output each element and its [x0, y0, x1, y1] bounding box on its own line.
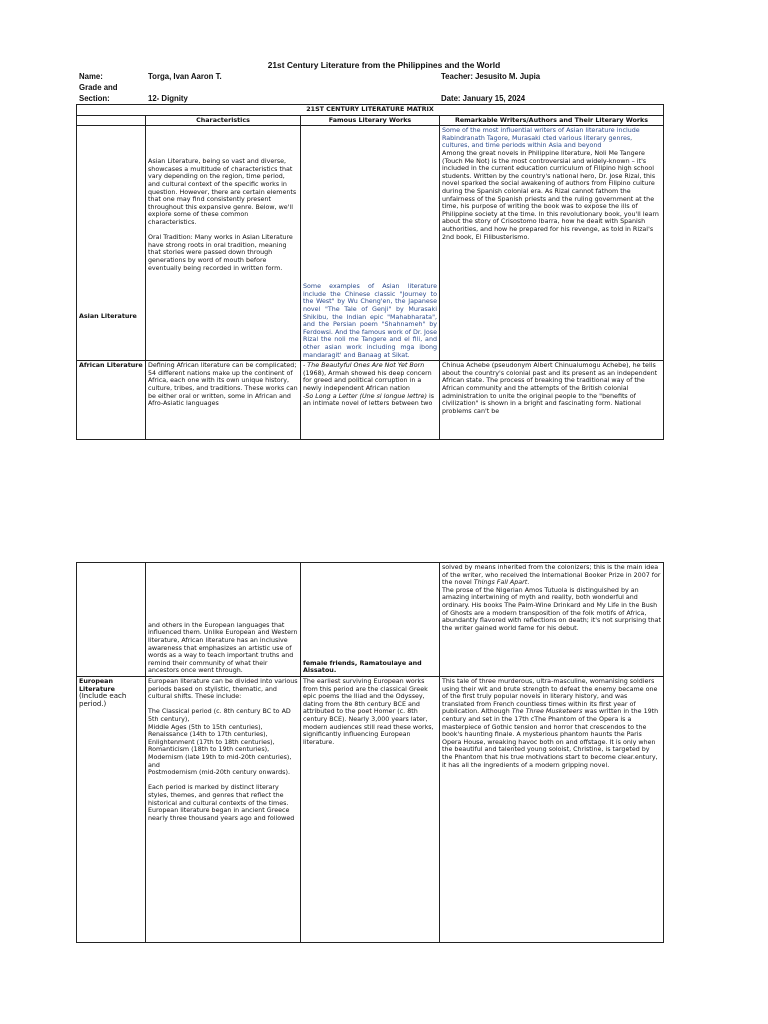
row-label-african: African Literature	[77, 361, 146, 440]
table-row-asian	[77, 126, 664, 361]
literature-matrix-table	[76, 104, 664, 440]
header-blank-cell	[77, 115, 146, 126]
european-writers: This tale of three murderous, ultra-masculine, womanising soldiers using their wit and brute strength to defeat the enemy became one of the first truly popular novels in literary history, and was translated from French countless times within its first year of publication. Although The Three Musketeers was written in the 19th century and set in the 17th cThe Phantom of the Opera is a masterpiece of Gothic tension and horror that crescendos to the book's haunting finale. A mysterious phantom haunts the Paris Opera House, wreaking havoc both on and offstage. It is only when the beautiful and talented young soloist, Christine, is targeted by the Phantom that his true motivations start to become clear.entury, it has all the ingredients of a modern gripping novel.	[440, 677, 664, 943]
teacher-name: Teacher: Jesusito M. Jupia	[441, 72, 541, 81]
document-title: 21st Century Literature from the Philippines and the World	[267, 60, 501, 70]
row-label-european-note: (Include each period.)	[79, 692, 127, 708]
col-header-writers: Remarkable Writers/Authors and Their Literary Works	[440, 115, 664, 126]
asian-writers	[440, 126, 664, 361]
student-name: Torga, Ivan Aaron T.	[148, 72, 222, 81]
date-text: Date: January 15, 2024	[441, 94, 526, 103]
table-row-european	[77, 677, 664, 943]
row-label-african-continued	[77, 563, 146, 677]
section-value: 12- Dignity	[148, 94, 188, 103]
name-label: Name:	[79, 72, 103, 81]
european-works: The earliest surviving European works from this period are the classical Greek epic poems the Iliad and the Odyssey, dating from the 8th century BCE and attributed to the poet Homer (c. 8th century BCE). Nearly 3,000 years later, modern audiences still read these works, significantly influencing European literature.	[301, 677, 440, 943]
asian-works: Some examples of Asian literature include the Chinese classic "Journey to the West" by Wu Cheng'en, the Japanese novel "The Tale of Genji" by Murasaki Shikibu, the Indian epic "Mahabharata", and the Persian poem "Shahnameh" by Ferdowsi. And the famous work of Dr. Jose Rizal the noli me Tangere and el fili, and other asian work including mga ibong mandaragit' and Banaag at Sikat.	[301, 126, 440, 361]
african-characteristics-part1: Defining African literature can be complicated; 54 different nations make up the continent of Africa, each one with its own unique history, culture, tribes, and traditions. These works can be either oral or written, some in African and Afro-Asiatic languages	[146, 361, 301, 440]
matrix-title: 21ST CENTURY LITERATURE MATRIX	[77, 105, 664, 116]
work-beautyful-ones: - The Beautyful Ones Are Not Yet Born	[303, 362, 425, 370]
african-writers-part2: solved by means inherited from the colonizers; this is the main idea of the writer, who received the International Booker Prize in 2007 for the novel Things Fall Apart. The prose of the Nigerian Amos Tutuola is distinguished by an amazing intertwining of myth and reality, both wonderful and ordinary. His books The Palm-Wine Drinkard and My Life in the Bush of Ghosts are a modern transposition of the folk motifs of Africa, abundantly flavored with reflections on death; it's not surprising that the writer gained world fame for his debut.	[440, 563, 664, 677]
col-header-characteristics: Characteristics	[146, 115, 301, 126]
african-works-part1: - The Beautyful Ones Are Not Yet Born (1968), Armah showed his deep concern for greed and political corruption in a newly independent African nation -So Long a Letter (Une si longue lettre) is an intimate novel of letters between two	[301, 361, 440, 440]
african-characteristics-part2: and others in the European languages that influenced them. Unlike European and Western literature, African literature has an inclusive awareness that emphasizes an artistic use of words as a way to teach important truths and remind their community of what their ancestors once went through.	[146, 563, 301, 677]
row-label-asian: Asian Literature	[77, 126, 146, 361]
african-writers-part1: Chinua Achebe (pseudonym Albert Chinualumogu Achebe), he tells about the country's colonial past and its present as an independent African state. The process of breaking the traditional way of the African community and the attempts of the British colonial administration to unite the original people to the "benefits of civilization" is shown in a bright and fascinating form. National problems can't be	[440, 361, 664, 440]
col-header-works: Famous Literary Works	[301, 115, 440, 126]
asian-writers-noli: Among the great novels in Philippine literature, Noli Me Tangere (Touch Me Not) is the most controversial and widely-known – it's included in the current education curriculum of Filipino high school students. Written by the country's national hero, Dr. Jose Rizal, this novel sparked the social awakening of authors from Filipino culture during the Spanish colonial era. As Rizal cannot fathom the unfairness of the Spanish priests and the ruling government at the time, his purpose of writing the book was to expose the ills of Philippine society at the time. In this revolutionary book, you'll learn about the story of Crisostomo Ibarra, how he dealt with Spanish authorities, and how he prepared for his revenge, as told in Rizal's 2nd book, El Filibusterismo.	[442, 149, 659, 241]
table-row-african-continued	[77, 563, 664, 677]
african-works-part2: female friends, Ramatoulaye and Aissatou.	[301, 563, 440, 677]
work-things-fall-apart: Things Fall Apart	[473, 579, 528, 587]
row-label-european: European Literature (Include each period.)	[77, 677, 146, 943]
grade-label-2: Section:	[79, 94, 110, 103]
document-page-1	[0, 0, 768, 500]
work-three-musketeers: The Three Musketeers	[511, 708, 583, 716]
table-row-african	[77, 361, 664, 440]
literature-matrix-table-continued	[76, 562, 664, 943]
asian-writers-influential: Some of the most influential writers of Asian literature include Rabindranath Tagore, Murasaki cted various literary genres, cultures, and time periods within Asia and beyond	[442, 127, 640, 150]
european-characteristics: European literature can be divided into various periods based on stylistic, thematic, and cultural shifts. These include: The Classical period (c. 8th century BC to AD 5th century), Middle Ages (5th to 15th centuries), Renaissance (14th to 17th centuries), Enlightenment (17th to 18th centuries), Romanticism (18th to 19th centuries), Modernism (late 19th to mid-20th centuries), and Postmodernism (mid-20th century onwards). Each period is marked by distinct literary styles, themes, and genres that reflect the historical and cultural contexts of the times. European literature began in ancient Greece nearly three thousand years ago and followed	[146, 677, 301, 943]
document-page-2	[0, 522, 768, 1024]
asian-characteristics: Asian Literature, being so vast and diverse, showcases a multitude of characteristics that vary depending on the region, time period, and cultural context of the specific works in question. However, there are certain elements that one may find consistently present throughout this expansive genre. Below, we'll explore some of these common characteristics. Oral Tradition: Many works in Asian Literature have strong roots in oral tradition, meaning that stories were passed down through generations by word of mouth before eventually being recorded in written form.	[146, 126, 301, 361]
work-so-long-a-letter: -So Long a Letter (Une si longue lettre)	[303, 392, 427, 400]
grade-label-1: Grade and	[79, 83, 118, 92]
